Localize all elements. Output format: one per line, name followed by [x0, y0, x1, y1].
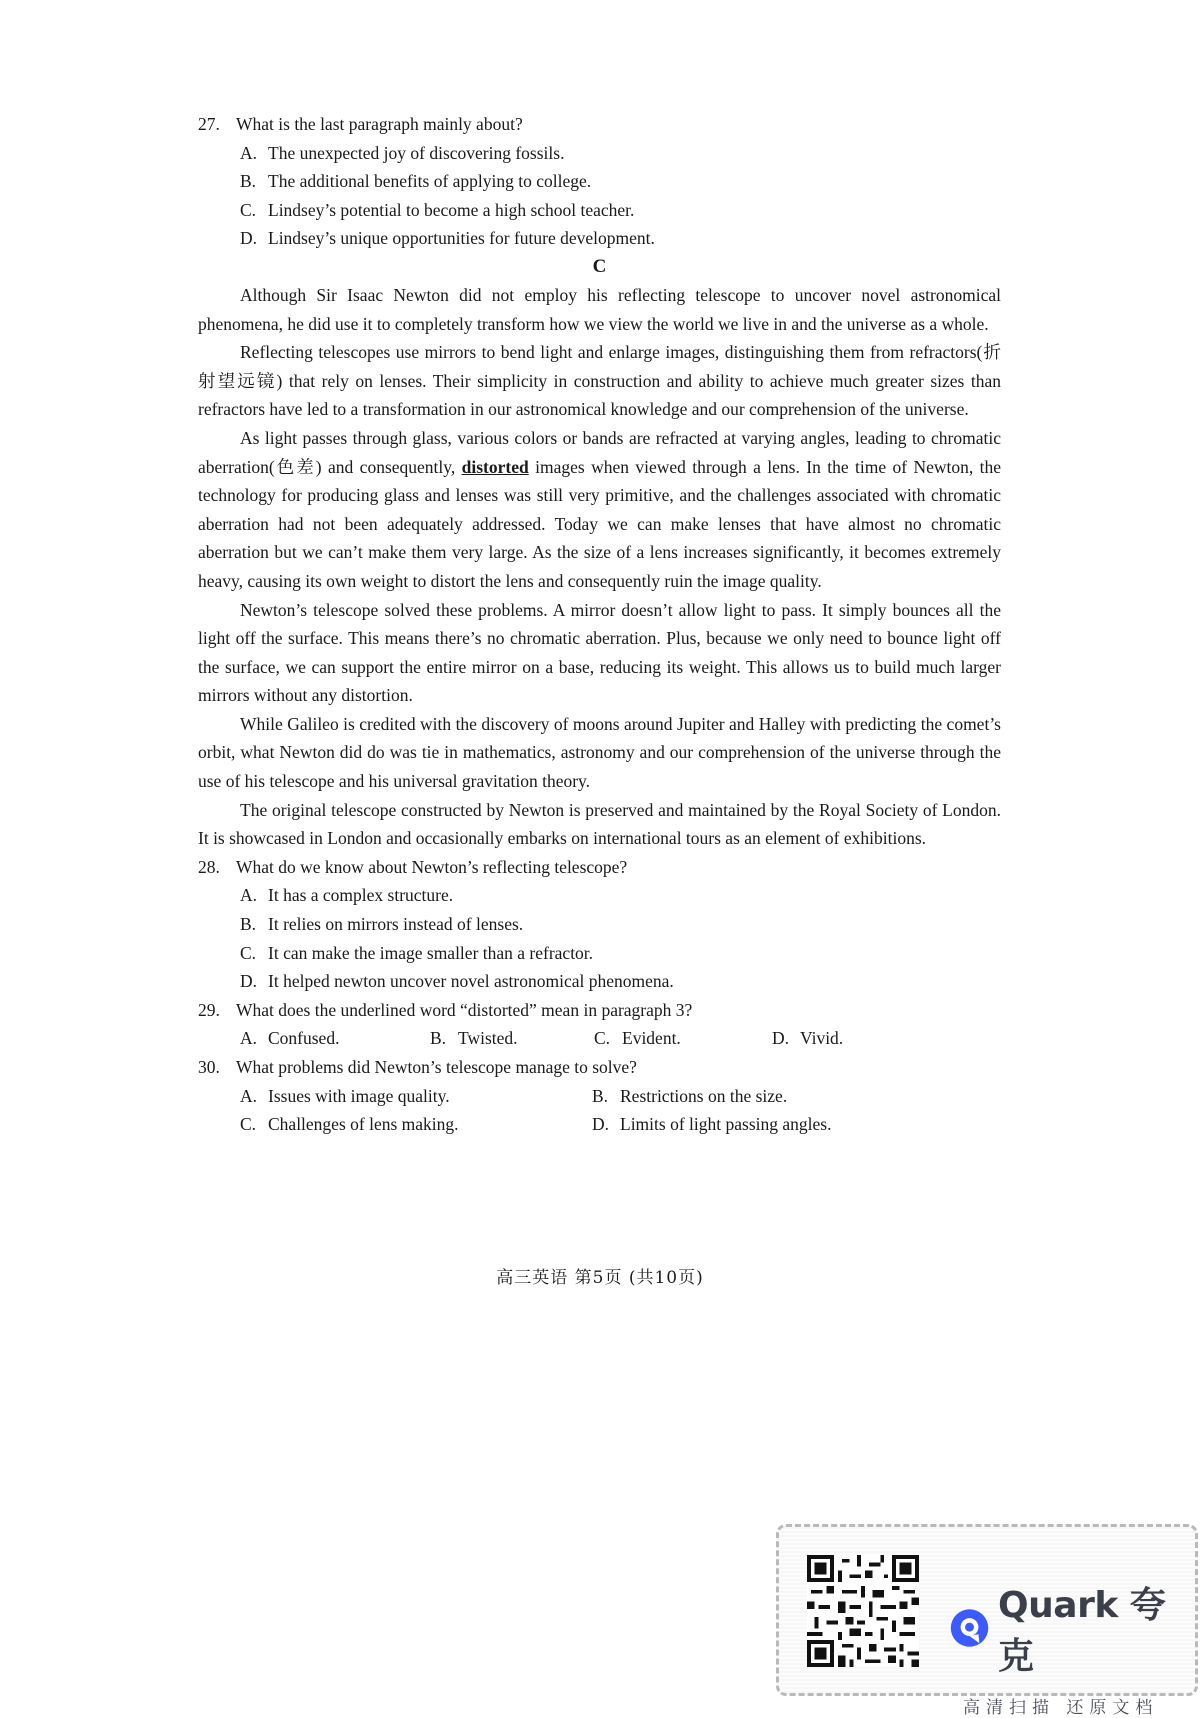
- option-b[interactable]: [430, 1024, 594, 1053]
- question-text: What does the underlined word “distorted” mean in paragraph 3?: [236, 999, 693, 1020]
- option-c[interactable]: [240, 196, 1001, 225]
- paragraph-6: The original telescope constructed by Newton is preserved and maintained by the Royal Society of London. It is showcased in London and occasionally embarks on international tours as an element of exhibitions.: [198, 799, 1001, 849]
- option-text: Limits of light passing angles.: [620, 1114, 832, 1135]
- question-30-options: [198, 1082, 1001, 1139]
- paragraph-3: [198, 424, 1001, 596]
- page-footer: 高三英语 第5页 (共10页): [496, 1268, 704, 1288]
- option-text: It has a complex structure.: [268, 885, 454, 906]
- option-text: Restrictions on the size.: [620, 1085, 788, 1106]
- question-text: What problems did Newton’s telescope manage to solve?: [236, 1057, 637, 1077]
- paragraph-3-start: As light passes through glass, various colors or bands are refracted at varying angles, leading to chromatic aberration(色差) and consequently,: [198, 427, 1001, 477]
- option-a[interactable]: [240, 881, 1001, 910]
- brand-block: [949, 1577, 1179, 1718]
- option-c[interactable]: [240, 1110, 592, 1139]
- option-d[interactable]: [772, 1024, 912, 1053]
- question-number: 27.: [198, 114, 220, 134]
- question-text: What do we know about Newton’s reflecting telescope?: [236, 856, 628, 877]
- option-b[interactable]: [240, 910, 1001, 939]
- brand-name: Quark 夸克: [998, 1585, 1166, 1677]
- passage-letter: C: [592, 255, 607, 277]
- option-a[interactable]: [240, 1024, 430, 1053]
- question-29-options: [198, 1024, 1001, 1053]
- question-number: 29.: [198, 999, 220, 1020]
- option-text: It helped newton uncover novel astronomical phenomena.: [268, 971, 674, 992]
- option-letter: B.: [240, 914, 257, 935]
- page-content: [198, 110, 1001, 1139]
- option-letter: A.: [240, 1028, 258, 1049]
- option-b[interactable]: [592, 1082, 922, 1111]
- option-a[interactable]: [240, 139, 1001, 168]
- option-b[interactable]: [240, 167, 1001, 196]
- option-letter: B.: [240, 171, 257, 192]
- option-text: Confused.: [268, 1028, 340, 1049]
- paragraph-1: Although Sir Isaac Newton did not employ his reflecting telescope to uncover novel astronomical phenomena, he did use it to completely transform how we view the world we live in and the universe as a whole.: [198, 284, 1001, 334]
- question-27: [198, 110, 1001, 139]
- option-text: Vivid.: [800, 1028, 844, 1049]
- question-29: [198, 996, 1001, 1025]
- paragraph-5: While Galileo is credited with the discovery of moons around Jupiter and Halley with predicting the comet’s orbit, what Newton did do was tie in mathematics, astronomy and our comprehension of the universe through the use of his telescope and his universal gravitation theory.: [198, 713, 1001, 792]
- brand-tagline: 高清扫描 还原文档: [963, 1698, 1159, 1718]
- option-letter: D.: [772, 1028, 790, 1049]
- option-letter: D.: [240, 971, 258, 992]
- option-c[interactable]: [594, 1024, 772, 1053]
- question-number: 28.: [198, 856, 220, 877]
- question-27-options: [198, 139, 1001, 253]
- question-28-options: [198, 881, 1001, 995]
- option-text: Lindsey’s potential to become a high school teacher.: [268, 199, 635, 220]
- option-text: Evident.: [622, 1028, 681, 1049]
- option-letter: A.: [240, 885, 258, 906]
- option-a[interactable]: [240, 1082, 592, 1111]
- option-letter: C.: [240, 942, 257, 963]
- option-text: Challenges of lens making.: [268, 1114, 459, 1135]
- quark-logo-icon: [949, 1605, 990, 1651]
- option-d[interactable]: [240, 967, 1001, 996]
- underlined-word: distorted: [461, 456, 529, 477]
- question-30: [198, 1053, 1001, 1082]
- option-letter: B.: [592, 1085, 609, 1106]
- option-text: It can make the image smaller than a refractor.: [268, 942, 594, 963]
- question-28: [198, 853, 1001, 882]
- option-letter: A.: [240, 1085, 258, 1106]
- option-d[interactable]: [240, 224, 1001, 253]
- option-letter: D.: [592, 1114, 610, 1135]
- qr-code-icon: [807, 1555, 919, 1667]
- option-c[interactable]: [240, 939, 1001, 968]
- paragraph-3-end: images when viewed through a lens. In the time of Newton, the technology for producing glass and lenses was still very primitive, and the challenges associated with chromatic aberration had not been adequately addressed. Today we can make lenses that have almost no chromatic aberration but we can’t make them very large. As the size of a lens increases significantly, it becomes extremely heavy, causing its own weight to distort the lens and consequently ruin the image quality.: [198, 456, 1001, 591]
- option-text: The unexpected joy of discovering fossils.: [268, 142, 565, 163]
- brand-row: [949, 1577, 1179, 1679]
- option-letter: C.: [594, 1028, 611, 1049]
- option-letter: B.: [430, 1028, 447, 1049]
- option-letter: C.: [240, 1114, 257, 1135]
- option-text: The additional benefits of applying to college.: [268, 171, 592, 192]
- option-letter: D.: [240, 228, 258, 249]
- paragraph-4: Newton’s telescope solved these problems. A mirror doesn’t allow light to pass. It simply bounces all the light off the surface. This means there’s no chromatic aberration. Plus, because we only need to bounce light off the surface, we can support the entire mirror on a base, reducing its weight. This allows us to build much larger mirrors without any distortion.: [198, 599, 1001, 706]
- option-text: Twisted.: [458, 1028, 518, 1049]
- option-d[interactable]: [592, 1110, 922, 1139]
- option-letter: C.: [240, 199, 257, 220]
- paragraph-2: Reflecting telescopes use mirrors to bend light and enlarge images, distinguishing them from refractors(折射望远镜) that rely on lenses. Their simplicity in construction and ability to achieve much greater sizes than refractors have led to a transformation in our astronomical knowledge and our comprehension of the universe.: [198, 342, 1001, 420]
- option-text: Issues with image quality.: [268, 1085, 450, 1106]
- option-letter: A.: [240, 142, 258, 163]
- question-text: What is the last paragraph mainly about?: [236, 114, 523, 134]
- option-text: Lindsey’s unique opportunities for future development.: [268, 228, 655, 249]
- question-number: 30.: [198, 1057, 220, 1077]
- scanner-watermark: [776, 1524, 1198, 1718]
- option-text: It relies on mirrors instead of lenses.: [268, 914, 524, 935]
